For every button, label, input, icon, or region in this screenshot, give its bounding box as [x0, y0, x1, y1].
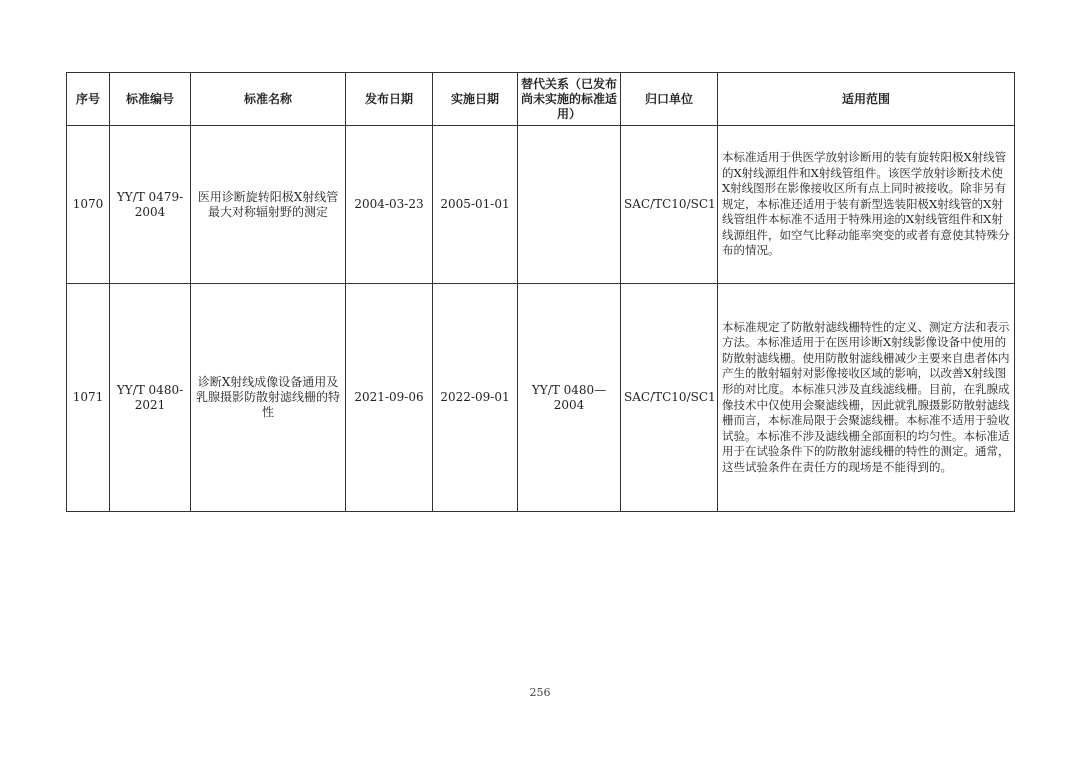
cell-seq: 1071 — [67, 284, 110, 512]
cell-replacement — [518, 126, 621, 284]
table-row — [67, 126, 1015, 284]
cell-unit: SAC/TC10/SC1 — [621, 126, 718, 284]
table-header-row — [67, 73, 1015, 126]
table-row — [67, 284, 1015, 512]
cell-replacement: YY/T 0480—2004 — [518, 284, 621, 512]
cell-unit: SAC/TC10/SC1 — [621, 284, 718, 512]
header-effective-date: 实施日期 — [433, 73, 518, 126]
cell-seq: 1070 — [67, 126, 110, 284]
page-number: 256 — [529, 686, 551, 699]
cell-publish-date: 2021-09-06 — [346, 284, 433, 512]
cell-publish-date: 2004-03-23 — [346, 126, 433, 284]
header-replacement: 替代关系（已发布尚未实施的标准适用） — [518, 73, 621, 126]
standards-table — [66, 72, 1015, 512]
cell-scope: 本标准规定了防散射滤线栅特性的定义、测定方法和表示方法。本标准适用于在医用诊断X射线影像设备中使用的防散射滤线栅。使用防散射滤线栅减少主要来自患者体内产生的散射辐射对影像接收区域的影响，以改善X射线图形的对比度。本标准只涉及直线滤线栅。目前，在乳腺成像技术中仅使用会聚滤线栅，因此就乳腺摄影防散射滤线栅而言，本标准局限于会聚滤线栅。本标准不适用于验收试验。本标准不涉及滤线栅全部面积的均匀性。本标准适用于在试验条件下的防散射滤线栅的特性的测定。通常，这些试验条件在责任方的现场是不能得到的。 — [718, 284, 1015, 512]
cell-effective-date: 2022-09-01 — [433, 284, 518, 512]
cell-name: 医用诊断旋转阳极X射线管最大对称辐射野的测定 — [191, 126, 346, 284]
cell-effective-date: 2005-01-01 — [433, 126, 518, 284]
header-scope: 适用范围 — [718, 73, 1015, 126]
cell-scope: 本标准适用于供医学放射诊断用的装有旋转阳极X射线管的X射线源组件和X射线管组件。该医学放射诊断技术使X射线图形在影像接收区所有点上同时被接收。除非另有规定，本标准还适用于装有新型选装阳极X射线管的X射线管组件本标准不适用于特殊用途的X射线管组件和X射线源组件，如空气比释动能率突变的或者有意使其特殊分布的情况。 — [718, 126, 1015, 284]
header-name: 标准名称 — [191, 73, 346, 126]
header-unit: 归口单位 — [621, 73, 718, 126]
cell-code: YY/T 0479-2004 — [110, 126, 191, 284]
cell-code: YY/T 0480-2021 — [110, 284, 191, 512]
header-seq: 序号 — [67, 73, 110, 126]
cell-name: 诊断X射线成像设备通用及乳腺摄影防散射滤线栅的特性 — [191, 284, 346, 512]
header-code: 标准编号 — [110, 73, 191, 126]
header-publish-date: 发布日期 — [346, 73, 433, 126]
